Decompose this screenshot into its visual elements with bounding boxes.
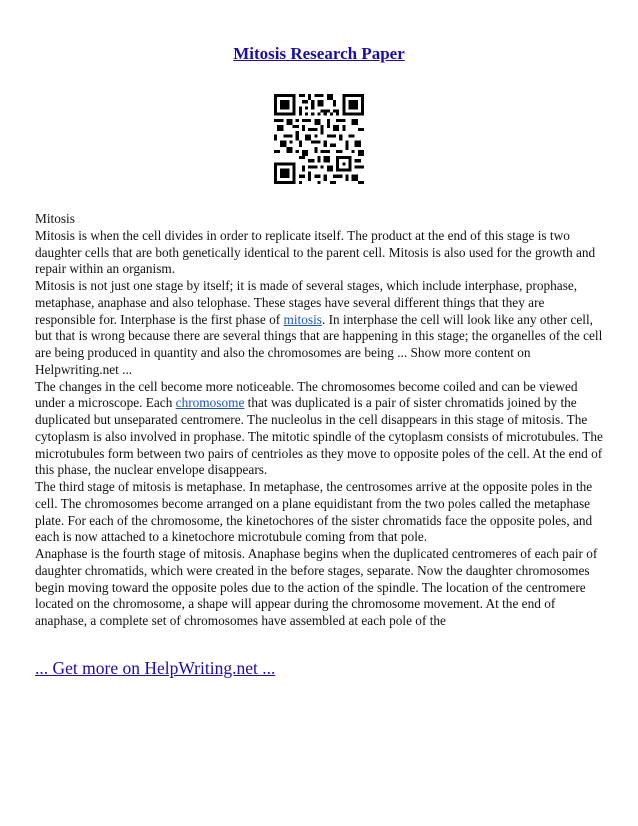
paragraph-2 bbox=[35, 278, 607, 379]
qr-code bbox=[274, 94, 364, 184]
paragraph-2-text-b: . In interphase the cell will look like any other cell, but that is wrong because there are several things that are happening in this stage; the organelles of the cell are being produced in quantity and also the chromosomes are being ... Show more content on Helpwriting.net ... bbox=[35, 311, 603, 377]
section-heading: Mitosis bbox=[35, 211, 75, 226]
paragraph-3-text-b: that was duplicated is a pair of sister chromatids joined by the duplicated but unseparated centromere. The nucleolus in the cell disappears in this stage of mitosis. The cytoplasm is also involved in prophase. The mitotic spindle of the cytoplasm consists of microtubules. The microtubules form between two pairs of centrioles as they move to opposite poles of the cell. At the end of this phase, the nuclear envelope disappears. bbox=[35, 395, 603, 478]
paragraph-4: The third stage of mitosis is metaphase. In metaphase, the centrosomes arrive at the opposite poles in the cell. The chromosomes become arranged on a plane equidistant from the two poles called the metaphase plate. For each of the chromosome, the kinetochores of the sister chromatids face the opposite poles, and each is now attached to a kinetochore microtubule coming from that pole. bbox=[35, 479, 593, 545]
paragraph-3-text-a: The changes in the cell become more noticeable. The chromosomes become coiled and can be viewed under a microscope. Each bbox=[35, 378, 578, 411]
paragraph-3 bbox=[35, 379, 607, 480]
article-body bbox=[35, 211, 607, 630]
chromosome-link[interactable]: chromosome bbox=[175, 395, 245, 411]
get-more-link[interactable]: ... Get more on HelpWriting.net ... bbox=[35, 658, 276, 678]
paragraph-5: Anaphase is the fourth stage of mitosis. Anaphase begins when the duplicated centromeres of each pair of daughter chromatids, which were created in the before stages, separate. Now the daughter chromosomes begin moving toward the opposite poles due to the action of the spindle. The location of the centromere located on the chromosome, a shape will appear during the chromosome movement. At the end of anaphase, a complete set of chromosomes have assembled at each pole of the bbox=[35, 546, 598, 628]
paragraph-1: Mitosis is when the cell divides in order to replicate itself. The product at the end of this stage is two daughter cells that are both genetically identical to the parent cell. Mitosis is also used for the growth and repair within an organism. bbox=[35, 227, 596, 277]
mitosis-link[interactable]: mitosis bbox=[283, 311, 322, 327]
paragraph-2-text-a: Mitosis is not just one stage by itself; it is made of several stages, which include interphase, prophase, metaphase, anaphase and also telophase. These stages have several different things that they are responsible for. Interphase is the first phase of bbox=[35, 278, 578, 327]
document-title-link[interactable]: Mitosis Research Paper bbox=[233, 44, 405, 63]
